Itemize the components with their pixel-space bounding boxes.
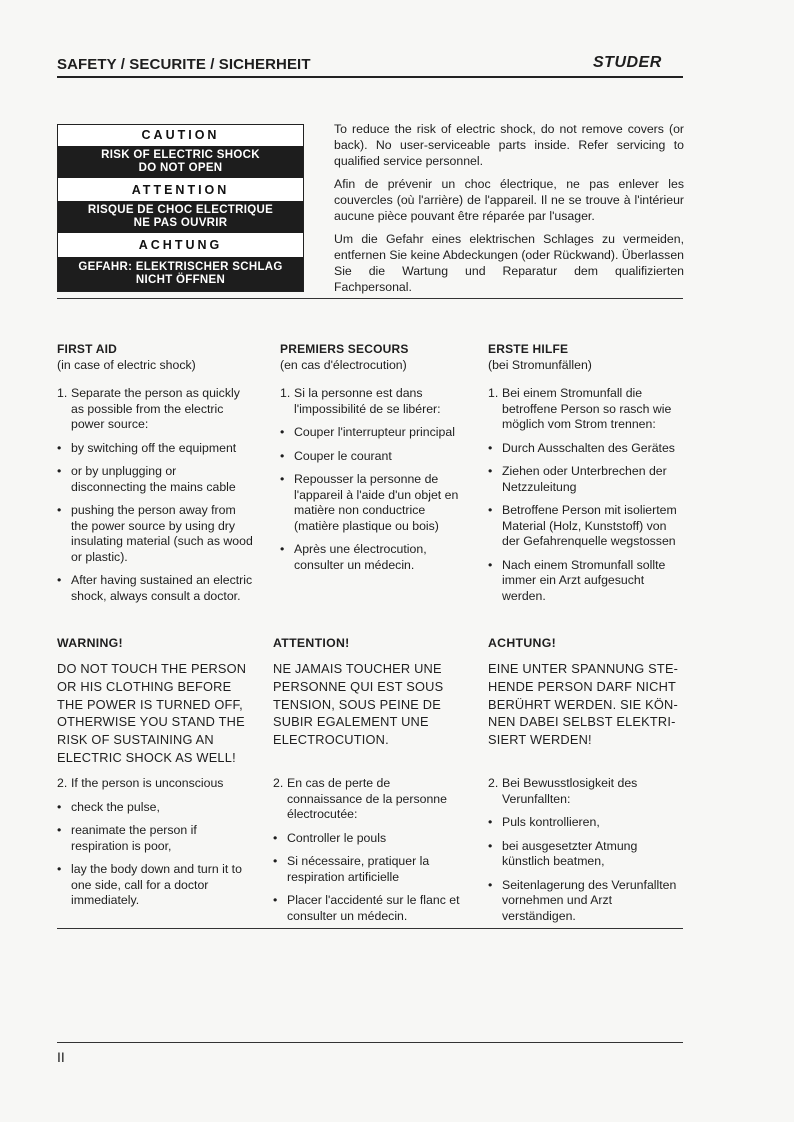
step-2: 2. Bei Bewusstlosigkeit des Verunfallten: (488, 776, 638, 806)
caution-fr-line1: RISQUE DE CHOC ELECTRIQUE (87, 204, 274, 216)
first-aid-column-en (57, 342, 253, 612)
warning-heading-en: WARNING! (57, 636, 123, 650)
list-item: • Repousser la personne de l'appareil à l'aide d'un objet en matière non conductrice (matière plastique ou bois) (280, 472, 459, 533)
step-1: 1. Bei einem Stromunfall die betroffene Person so rasch wie möglich vom Strom trennen: (488, 386, 672, 431)
step-2-fr (273, 776, 468, 932)
step-2-en (57, 776, 253, 917)
caution-label-box (57, 124, 304, 292)
section-divider (57, 298, 683, 299)
list-item: • Betroffene Person mit isoliertem Material (Holz, Kunststoff) von der Gefahrenquelle wegstossen (488, 503, 677, 548)
list-item: • pushing the person away from the power source by using dry insulating material (such as wood or plastic). (57, 503, 253, 564)
step-1 (57, 386, 253, 433)
step-2: 2. En cas de perte de connaissance de la personne électrocutée: (273, 776, 447, 821)
caution-de-line2: NICHT ÖFFNEN (135, 274, 226, 286)
caution-heading: CAUTION (58, 125, 303, 145)
list-item: • Seitenlagerung des Verunfallten vornehmen und Arzt verständigen. (488, 877, 677, 923)
warning-body-en: DO NOT TOUCH THE PERSON OR HIS CLOTHING BEFORE THE POWER IS TURNED OFF, OTHERWISE YOU STAND THE RISK OF SUSTAINING AN ELECTRIC SHOCK AS WELL! (57, 661, 247, 765)
caution-en-line2: DO NOT OPEN (138, 162, 223, 174)
warning-paragraph-de: Um die Gefahr eines elektrischen Schlages zu vermeiden, entfernen Sie keine Abdeckungen (oder Rückwand). Überlassen Sie die Wartung und Reparatur dem qualifizierten Fachpersonal. (334, 232, 684, 294)
premiers-secours-subheading: (en cas d'électrocution) (280, 357, 407, 372)
brand-logo: STUDER (593, 54, 662, 71)
list-item: • or by unplugging or disconnecting the mains cable (57, 464, 236, 494)
first-aid-column-de (488, 342, 684, 612)
page-title: SAFETY / SECURITE / SICHERHEIT (57, 56, 311, 73)
header-rule (57, 76, 683, 78)
caution-fr-line2: NE PAS OUVRIR (133, 217, 228, 229)
warning-heading-de: ACHTUNG! (488, 636, 556, 650)
list-item: • Durch Ausschalten des Gerätes (488, 440, 675, 455)
list-item: • check the pulse, (57, 799, 160, 814)
step-text: Separate the person as quickly as possible from the electric power source: (71, 386, 240, 431)
warning-paragraph-fr: Afin de prévenir un choc électrique, ne pas enlever les couvercles (où l'arrière) de l'appareil. Il ne se trouve à l'intérieur aucune pièce pouvant être réparée par l'usager. (334, 177, 684, 223)
list-item: • Couper le courant (280, 448, 392, 463)
list-item: • bei ausgesetzter Atmung künstlich beatmen, (488, 838, 638, 868)
list-item: • Après une électrocution, consulter un médecin. (280, 542, 427, 572)
warning-heading-fr: ATTENTION! (273, 636, 350, 650)
list-item: • Si nécessaire, pratiquer la respiration artificielle (273, 854, 430, 884)
erste-hilfe-heading: ERSTE HILFE (488, 342, 569, 356)
list-item: • Puls kontrollieren, (488, 815, 600, 829)
list-item: • Nach einem Stromunfall sollte immer ein Arzt aufgesucht werden. (488, 557, 666, 603)
list-item: • Placer l'accidenté sur le flanc et consulter un médecin. (273, 893, 460, 923)
caution-warning-fr (58, 201, 303, 233)
list-item: • reanimate the person if respiration is poor, (57, 823, 197, 853)
shock-warning-text (334, 121, 684, 302)
step-marker: 1. (57, 386, 68, 400)
first-aid-subheading: (in case of electric shock) (57, 357, 196, 372)
list-item: • After having sustained an electric shock, always consult a doctor. (57, 573, 253, 603)
caution-de-line1: GEFAHR: ELEKTRISCHER SCHLAG (78, 261, 283, 273)
footer-rule (57, 1042, 683, 1043)
first-aid-column-fr (280, 342, 468, 581)
list-item: • Controller le pouls (273, 830, 387, 845)
first-aid-heading: FIRST AID (57, 342, 118, 356)
page-number: II (57, 1049, 65, 1065)
caution-warning-de (58, 257, 303, 291)
attention-heading: ATTENTION (58, 179, 303, 200)
premiers-secours-heading: PREMIERS SECOURS (280, 342, 409, 356)
erste-hilfe-subheading: (bei Stromunfällen) (488, 357, 592, 372)
content-end-rule (57, 928, 683, 929)
list-item: • by switching off the equipment (57, 440, 237, 455)
list-item: • Couper l'interrupteur principal (280, 425, 455, 439)
step-1: 1. Si la personne est dans l'impossibilité de se libérer: (280, 386, 441, 416)
step-2: 2. If the person is unconscious (57, 776, 224, 790)
caution-en-line1: RISK OF ELECTRIC SHOCK (101, 149, 260, 161)
warning-body-fr: NE JAMAIS TOUCHER UNE PERSONNE QUI EST SOUS TENSION, SOUS PEINE DE SUBIR EGALEMENT UNE ELECTROCUTION. (273, 661, 444, 748)
warning-paragraph-en: To reduce the risk of electric shock, do not remove covers (or back). No user-serviceable parts inside. Refer servicing to qualified service personnel. (334, 122, 684, 168)
achtung-heading: ACHTUNG (58, 234, 303, 256)
list-item: • Ziehen oder Unterbrechen der Netzzuleitung (488, 464, 667, 494)
step-2-de (488, 776, 684, 932)
warning-body-de: EINE UNTER SPANNUNG STE- HENDE PERSON DARF NICHT BERÜHRT WERDEN. SIE KÖN- NEN DABEI SELBST ELEKTRI- SIERT WERDEN! (488, 661, 679, 748)
list-item: • lay the body down and turn it to one side, call for a doctor immediately. (57, 862, 242, 907)
caution-warning-en (58, 146, 303, 178)
